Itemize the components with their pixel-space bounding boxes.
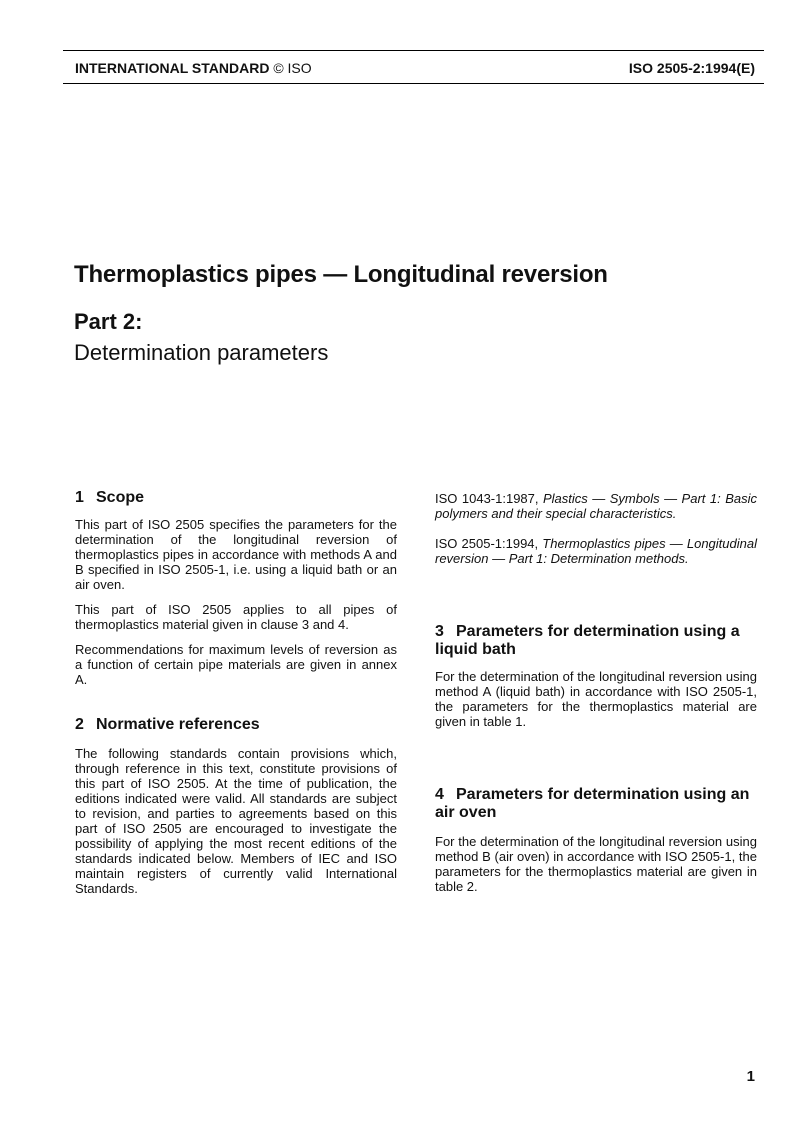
page-number: 1	[746, 1068, 755, 1085]
reference-id: ISO 2505-1:1994,	[435, 536, 539, 551]
normative-section	[75, 716, 397, 896]
scope-paragraph-1: This part of ISO 2505 specifies the parameters for the determination of the longitudinal reversion of thermoplastics pipes in accordance with methods A and B specified in ISO 2505-1, i.e. using a liquid bath or an air oven.	[75, 517, 397, 592]
reference-item	[435, 536, 757, 566]
header-copyright: © ISO	[273, 60, 312, 76]
liquid-bath-paragraph: For the determination of the longitudinal reversion using method A (liquid bath) in accordance with ISO 2505-1, the parameters for the thermoplastics material are given in table 1.	[435, 669, 757, 729]
scope-paragraph-2: This part of ISO 2505 applies to all pipes of thermoplastics material given in clause 3 and 4.	[75, 602, 397, 632]
header-top-rule	[63, 50, 764, 51]
air-oven-paragraph: For the determination of the longitudinal reversion using method B (air oven) in accordance with ISO 2505-1, the parameters for the thermoplastics material are given in table 2.	[435, 834, 757, 894]
normative-title: Normative references	[96, 716, 260, 733]
reference-title: Plastics — Symbols — Part 1: Basic polymers and their special characteristics.	[435, 491, 757, 521]
header-standard-label	[75, 60, 312, 76]
reference-item	[435, 491, 757, 521]
normative-number: 2	[75, 716, 84, 733]
normative-heading	[75, 716, 397, 734]
liquid-bath-heading	[435, 623, 757, 659]
normative-paragraph: The following standards contain provisions which, through reference in this text, constitute provisions of this part of ISO 2505. At the time of publication, the editions indicated were valid. All standards are subject to revision, and parties to agreements based on this part of ISO 2505 are encouraged to investigate the possibility of applying the most recent editions of the standards indicated below. Members of IEC and ISO maintain registers of currently valid International Standards.	[75, 746, 397, 896]
reference-id: ISO 1043-1:1987,	[435, 491, 539, 506]
scope-heading	[75, 489, 397, 507]
air-oven-number: 4	[435, 786, 444, 803]
document-title: Thermoplastics pipes — Longitudinal reversion	[74, 261, 608, 288]
reference-title: Thermoplastics pipes — Longitudinal reversion — Part 1: Determination methods.	[435, 536, 757, 566]
liquid-bath-title: Parameters for determination using a liquid bath	[435, 623, 740, 658]
air-oven-heading	[435, 786, 757, 822]
air-oven-title: Parameters for determination using an air oven	[435, 786, 750, 821]
scope-title: Scope	[96, 489, 145, 506]
header-bottom-rule	[63, 83, 764, 84]
liquid-bath-section	[435, 623, 757, 729]
scope-number: 1	[75, 489, 84, 506]
liquid-bath-number: 3	[435, 623, 444, 640]
header-document-number: ISO 2505-2:1994(E)	[628, 60, 755, 76]
part-label: Part 2:	[74, 309, 143, 334]
scope-paragraph-3: Recommendations for maximum levels of reversion as a function of certain pipe materials are given in annex A.	[75, 642, 397, 687]
document-subtitle: Determination parameters	[74, 340, 329, 365]
air-oven-section	[435, 786, 757, 894]
references-list	[435, 491, 757, 566]
header-standard-name: INTERNATIONAL STANDARD	[75, 60, 270, 76]
scope-section	[75, 489, 397, 687]
